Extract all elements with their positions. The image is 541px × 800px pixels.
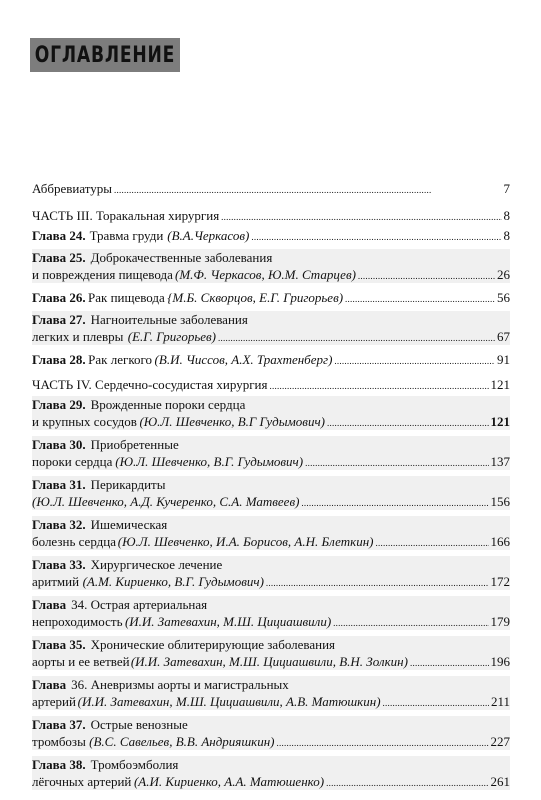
entry-authors: {М.Б. Скворцов, Е.Г. Григорьев)	[167, 290, 344, 305]
toc-entry-first-line	[32, 311, 510, 328]
toc-entry[interactable]	[32, 249, 510, 283]
chapter-label: Глава 30.	[32, 437, 86, 452]
entry-title: Травма груди	[89, 228, 164, 243]
chapter-label: Глава 28.	[32, 352, 86, 367]
entry-authors: (А.И. Кириенко, А.А. Матюшенко)	[133, 774, 325, 789]
dot-leader	[345, 289, 495, 303]
page-number: 8	[503, 208, 510, 223]
page-number: 211	[490, 694, 510, 709]
chapter-label: Глава 29.	[32, 397, 86, 412]
toc-entry-first-line	[32, 249, 510, 266]
toc-entry[interactable]	[32, 227, 510, 244]
page-number: 261	[490, 774, 510, 789]
chapter-label: Глава 27.	[32, 312, 86, 327]
dot-leader	[334, 351, 495, 365]
toc-entry-first-line	[32, 636, 510, 653]
dot-leader	[266, 573, 489, 587]
entry-authors: (В.С. Савельев, В.В. Андрияшкин)	[89, 734, 275, 749]
page-number: 121	[490, 414, 510, 429]
entry-title: артерий	[32, 694, 76, 709]
toc-entry[interactable]	[32, 676, 510, 710]
entry-authors: (В.А.Черкасов)	[167, 228, 250, 243]
entry-title: лёгочных артерий	[32, 774, 132, 789]
toc-entry-first-line	[32, 436, 510, 453]
toc-entry-line	[32, 733, 510, 750]
toc-entry-line	[32, 773, 510, 790]
chapter-label: Глава	[32, 597, 67, 612]
chapter-label: Глава 24.	[32, 228, 86, 243]
toc-entry[interactable]	[32, 207, 510, 224]
entry-title: легких и плевры	[32, 329, 124, 344]
toc-entry-line	[32, 533, 510, 550]
toc-entry[interactable]	[32, 376, 510, 393]
entry-authors: (Ю.Л. Шевченко, В.Г. Гудымович)	[115, 454, 304, 469]
entry-authors: (И.И. Затевахин, М.Ш. Цициашвили, В.Н. Золкин)	[130, 654, 408, 669]
chapter-title: Доброкачественные заболевания	[90, 250, 273, 265]
chapter-title: Тромбоэмболия	[90, 757, 179, 772]
chapter-title: Врожденные пороки сердца	[90, 397, 246, 412]
entry-authors: (И.И. Затевахин, М.Ш. Цициашвили, А.В. Матюшкин)	[77, 694, 381, 709]
page-number: 7	[503, 181, 510, 196]
page-number: 227	[490, 734, 510, 749]
page-number: 91	[497, 352, 511, 367]
entry-title: болезнь сердца	[32, 534, 116, 549]
toc-entry[interactable]	[32, 636, 510, 670]
entry-title: и повреждения пищевода	[32, 267, 173, 282]
toc-entry-line	[32, 573, 510, 590]
entry-authors: (М.Ф. Черкасов, Ю.М. Старцев)	[175, 267, 356, 282]
dot-leader	[327, 413, 489, 427]
toc-entry[interactable]	[32, 756, 510, 790]
toc-entry-first-line	[32, 716, 510, 733]
toc-entry[interactable]	[32, 436, 510, 470]
entry-title: Рак легкого	[88, 352, 152, 367]
entry-title: аорты и ее ветвей	[32, 654, 130, 669]
chapter-title: 34. Острая артериальная	[71, 597, 208, 612]
chapter-label: Глава 31.	[32, 477, 86, 492]
toc-entry-first-line	[32, 556, 510, 573]
toc-entry[interactable]	[32, 180, 510, 197]
entry-authors: (Ю.Л. Шевченко, И.А. Борисов, А.Н. Блеткин)	[117, 534, 374, 549]
entry-authors: (И.И. Затевахин, М.Ш. Цициашвили)	[124, 614, 332, 629]
toc-entry-first-line	[32, 676, 510, 693]
entry-authors: (В.И. Чиссов, А.Х. Трахтенберг)	[154, 352, 333, 367]
chapter-label: Глава 35.	[32, 637, 86, 652]
chapter-title: Острые венозные	[90, 717, 188, 732]
entry-title: Аббревиатуры	[32, 181, 112, 196]
toc-entry-line	[32, 413, 510, 430]
toc-entry-first-line	[32, 756, 510, 773]
entry-title: Рак пищевода	[88, 290, 165, 305]
chapter-title: Хронические облитерирующие заболевания	[90, 637, 336, 652]
dot-leader	[326, 773, 488, 787]
chapter-label: Глава 37.	[32, 717, 86, 732]
page-number: 196	[490, 654, 510, 669]
page-number: 172	[490, 574, 510, 589]
toc-entry-line	[32, 693, 510, 710]
page-number: 56	[497, 290, 511, 305]
page-number: 121	[490, 377, 510, 392]
toc-entry-line	[32, 653, 510, 670]
toc-heading: ОГЛАВЛЕНИЕ	[34, 42, 176, 68]
toc-entry-line	[32, 207, 510, 224]
dot-leader	[221, 207, 501, 221]
toc-entry-line	[32, 227, 510, 244]
toc-entry[interactable]	[32, 289, 510, 306]
toc-entry[interactable]	[32, 716, 510, 750]
entry-authors: (Ю.Л. Шевченко, А.Д. Кучеренко, С.А. Матвеев)	[32, 494, 300, 509]
entry-title: ЧАСТЬ IV. Сердечно-сосудистая хирургия	[32, 377, 268, 392]
dot-leader	[269, 376, 488, 390]
entry-title: и крупных сосудов	[32, 414, 137, 429]
toc-entry-line	[32, 453, 510, 470]
dot-leader	[301, 493, 488, 507]
toc-heading-block	[30, 38, 180, 72]
entry-title: тромбозы	[32, 734, 86, 749]
chapter-label: Глава 38.	[32, 757, 86, 772]
toc-entry[interactable]	[32, 311, 510, 345]
chapter-title: Перикардиты	[90, 477, 166, 492]
dot-leader	[333, 613, 488, 627]
dot-leader	[251, 227, 501, 241]
toc-entry-line	[32, 289, 510, 306]
toc-entry-first-line	[32, 476, 510, 493]
toc-entry[interactable]	[32, 556, 510, 590]
dot-leader	[410, 653, 489, 667]
page-number: 8	[503, 228, 510, 243]
entry-title: аритмий	[32, 574, 80, 589]
chapter-title: Приобретенные	[90, 437, 179, 452]
toc-entry-first-line	[32, 596, 510, 613]
toc-entry-line	[32, 376, 510, 393]
entry-authors: (А.М. Кириенко, В.Г. Гудымович)	[82, 574, 264, 589]
toc-entry-line	[32, 351, 510, 368]
page-number: 67	[497, 329, 510, 344]
entry-authors: (Е.Г. Григорьев)	[127, 329, 216, 344]
chapter-title: Нагноительные заболевания	[90, 312, 248, 327]
entry-title: непроходимость	[32, 614, 123, 629]
chapter-title: Ишемическая	[90, 517, 168, 532]
dot-leader	[375, 533, 488, 547]
chapter-title: Хирургическое лечение	[90, 557, 223, 572]
toc-entry-line	[32, 328, 510, 345]
entry-authors: (Ю.Л. Шевченко, В.Г Гудымович)	[139, 414, 325, 429]
toc-entry-line	[32, 266, 510, 283]
dot-leader	[383, 693, 489, 707]
page-number: 26	[497, 267, 510, 282]
toc-entry[interactable]	[32, 596, 510, 630]
page-number: 137	[490, 454, 510, 469]
chapter-label: Глава	[32, 677, 67, 692]
entry-title: ЧАСТЬ III. Торакальная хирургия	[32, 208, 220, 223]
chapter-label: Глава 32.	[32, 517, 86, 532]
chapter-title: 36. Аневризмы аорты и магистральных	[71, 677, 289, 692]
dot-leader	[358, 266, 495, 280]
page-number: 179	[490, 614, 510, 629]
toc-entry-line	[32, 180, 510, 197]
chapter-label: Глава 33.	[32, 557, 86, 572]
chapter-label: Глава 26.	[32, 290, 86, 305]
toc-entry[interactable]	[32, 476, 510, 510]
dot-leader	[218, 328, 495, 342]
dot-leader	[305, 453, 488, 467]
dot-leader	[114, 180, 502, 194]
page-number: 166	[490, 534, 510, 549]
toc-entry[interactable]	[32, 351, 510, 368]
toc-entry-first-line	[32, 516, 510, 533]
page-number: 156	[490, 494, 510, 509]
toc-entry-line	[32, 493, 510, 510]
toc-entry-line	[32, 613, 510, 630]
toc-entry-first-line	[32, 396, 510, 413]
chapter-label: Глава 25.	[32, 250, 86, 265]
entry-title: пороки сердца	[32, 454, 113, 469]
toc-entry[interactable]	[32, 516, 510, 550]
toc-entry[interactable]	[32, 396, 510, 430]
dot-leader	[277, 733, 489, 747]
